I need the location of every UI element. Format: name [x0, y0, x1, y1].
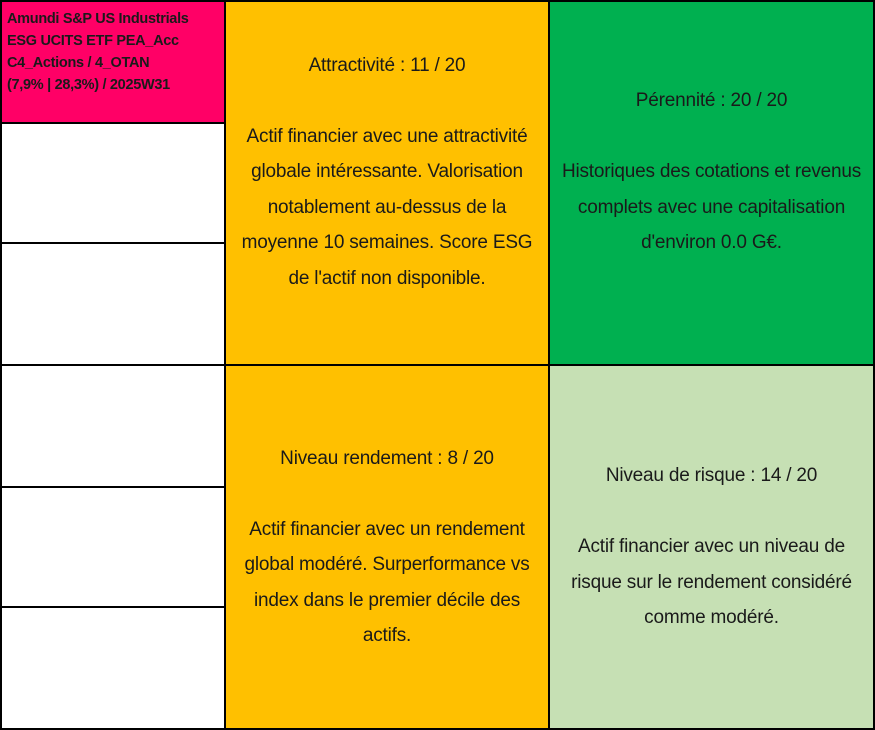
empty-cell-3 — [0, 364, 226, 488]
rendement-description: Actif financier avec un rendement global modéré. Surperformance vs index dans le premier décile des actifs. — [244, 518, 530, 646]
asset-category-line: C4_Actions / 4_OTAN — [7, 55, 150, 71]
asset-stats-line: (7,9% | 28,3%) / 2025W31 — [7, 77, 170, 93]
attractivite-description: Actif financier avec une attractivité globale intéressante. Valorisation notablement au-dessus de la moyenne 10 semaines. Score ESG de l'actif non disponible. — [241, 125, 533, 289]
asset-name-line-1: Amundi S&P US Industrials — [7, 11, 189, 27]
asset-header-cell — [0, 0, 226, 124]
rendement-score: Niveau rendement : 8 / 20 — [280, 447, 494, 469]
perennite-description: Historiques des cotations et revenus complets avec une capitalisation d'environ 0.0 G€. — [561, 161, 862, 254]
risque-score: Niveau de risque : 14 / 20 — [605, 465, 818, 487]
attractivite-card — [224, 0, 550, 366]
rendement-card — [224, 364, 550, 730]
attractivite-score: Attractivité : 11 / 20 — [308, 54, 466, 76]
perennite-score: Pérennité : 20 / 20 — [635, 90, 788, 112]
empty-cell-4 — [0, 486, 226, 608]
risque-card — [548, 364, 875, 730]
risque-description: Actif financier avec un niveau de risque sur le rendement considéré comme modéré. — [571, 536, 852, 629]
empty-cell-2 — [0, 242, 226, 366]
empty-cell-5 — [0, 606, 226, 730]
asset-name-line-2: ESG UCITS ETF PEA_Acc — [7, 33, 179, 49]
empty-cell-1 — [0, 122, 226, 244]
perennite-card — [548, 0, 875, 366]
